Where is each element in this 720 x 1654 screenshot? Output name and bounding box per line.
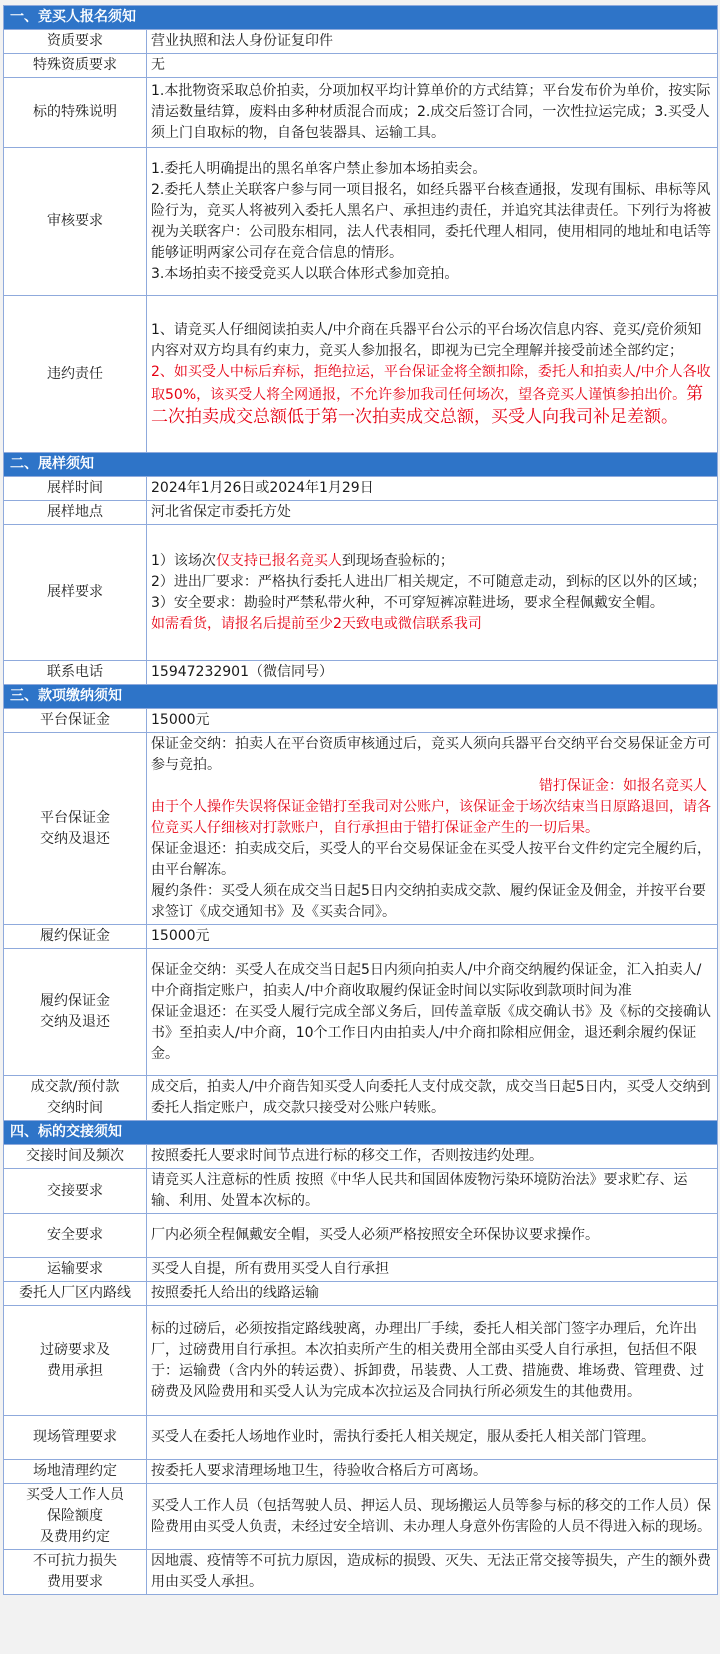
deposit-pay-item-1: 保证金交纳：拍卖人在平台资质审核通过后，竞买人须向兵器平台交纳平台交易保证金方可参与竞拍。 [151,736,711,773]
row-label: 展样地点 [4,501,147,525]
row-handover-requirements [4,1169,718,1214]
row-value: 厂内必须全程佩戴安全帽，买受人必须严格按照安全环保协议要求操作。 [147,1214,718,1258]
row-value: 成交后，拍卖人/中介商告知买受人向委托人支付成交款，成交当日起5日内，买受人交纳到委托人指定账户，成交款只接受对公账户转账。 [147,1076,718,1121]
row-value: 请竞买人注意标的性质 按照《中华人民共和国固体废物污染环境防治法》要求贮存、运输、利用、处置本次标的。 [147,1169,718,1214]
row-value: 标的过磅后，必须按指定路线驶离，办理出厂手续，委托人相关部门签字办理后，允许出厂，过磅费用自行承担。本次拍卖所产生的相关费用全部由买受人自行承担，包括但不限于：运输费（含内外的转运费）、拆卸费，吊装费、人工费、措施费、堆场费、管理费、过磅费及风险费用和买受人认为完成本次拉运及合同执行所必须发生的其他费用。 [147,1306,718,1416]
row-label [4,1484,147,1550]
row-site-management [4,1416,718,1460]
section-header-1 [4,6,718,30]
section-header-4 [4,1121,718,1145]
row-label [4,949,147,1076]
section-title: 一、竞买人报名须知 [4,6,718,30]
label-line-2: 交纳及退还 [40,830,110,847]
row-label: 交接时间及频次 [4,1145,147,1169]
row-value: 买受人工作人员（包括驾驶人员、押运人员、现场搬运人员等参与标的移交的工作人员）保险费用由买受人负责，未经过安全培训、未办理人身意外伤害险的人员不得进入标的现场。 [147,1484,718,1550]
section-title: 四、标的交接须知 [4,1121,718,1145]
row-label: 展样要求 [4,525,147,661]
row-value [147,733,718,925]
row-contact-phone [4,661,718,685]
view-item-2: 2）进出厂要求：严格执行委托人进出厂相关规定，不可随意走动，到标的区以外的区域； [151,573,706,590]
row-value: 按照委托人给出的线路运输 [147,1282,718,1306]
deposit-wrong-transfer [151,776,713,839]
row-value [147,148,718,296]
section-header-2 [4,453,718,477]
row-value: 按照委托人要求时间节点进行标的移交工作，否则按违约处理。 [147,1145,718,1169]
row-value: 2024年1月26日或2024年1月29日 [147,477,718,501]
row-breach-liability [4,296,718,453]
row-performance-deposit [4,925,718,949]
row-label: 交接要求 [4,1169,147,1214]
view-item-3: 3）安全要求：勘验时严禁私带火种，不可穿短裤凉鞋进场，要求全程佩戴安全帽。 [151,594,664,611]
row-value [147,525,718,661]
row-value: 买受人在委托人场地作业时，需执行委托人相关规定，服从委托人相关部门管理。 [147,1416,718,1460]
row-platform-deposit [4,709,718,733]
audit-item-2: 2.委托人禁止关联客户参与同一项目报名，如经兵器平台核查通报，发现有围标、串标等风险行为，竞买人将被列入委托人黑名户、承担违约责任，并追究其法律责任。下列行为将被视为关联客户：公司股东相同，法人代表相同，委托代理人相同，使用相同的地址和电话等能够证明两家公司存在竞合信息的情形。 [151,181,711,261]
label-line-1: 成交款/预付款 [30,1079,120,1095]
row-worker-insurance [4,1484,718,1550]
row-viewing-requirements [4,525,718,661]
deposit-pay-item-3: 保证金退还：拍卖成交后，买受人的平台交易保证金在买受人按平台文件约定完全履约后，由平台解冻。 [151,841,711,878]
section-header-3 [4,685,718,709]
row-label: 委托人厂区内路线 [4,1282,147,1306]
label-line-2: 交纳时间 [47,1100,103,1116]
label-line-1: 履约保证金 [40,993,110,1009]
label-line-2: 费用承担 [47,1362,103,1379]
view-item-1-c: 到现场查验标的； [341,552,454,569]
deposit-wrong-transfer-b: 报名竞买人由于个人操作失误将保证金错打至我司对公账户，该保证金于场次结束当日原路退回，请各位竞买人仔细核对打款账户，自行承担由于错打保证金产生的一切后果。 [151,778,711,836]
row-site-cleanup [4,1460,718,1484]
row-label: 审核要求 [4,148,147,296]
label-line-3: 及费用约定 [40,1529,110,1545]
row-value [147,296,718,453]
row-label: 场地清理约定 [4,1460,147,1484]
row-value: 无 [147,54,718,78]
row-audit-requirements [4,148,718,296]
sheet-footer-gap [0,1628,720,1654]
row-qualification [4,30,718,54]
row-viewing-time [4,477,718,501]
label-line-2: 保险额度 [47,1508,103,1524]
row-handover-time [4,1145,718,1169]
row-value: 买受人自提，所有费用买受人自行承担 [147,1258,718,1282]
row-label: 安全要求 [4,1214,147,1258]
deposit-wrong-transfer-a: 错打保证金：如 [539,778,637,794]
row-transport-requirements [4,1258,718,1282]
contact-phone-value: 15947232901（微信同号） [147,661,718,685]
row-value: 营业执照和法人身份证复印件 [147,30,718,54]
row-value: 按委托人要求清理场地卫生，待验收合格后方可离场。 [147,1460,718,1484]
row-label: 违约责任 [4,296,147,453]
section-title: 三、款项缴纳须知 [4,685,718,709]
row-label: 现场管理要求 [4,1416,147,1460]
section-title: 二、展样须知 [4,453,718,477]
label-line-2: 费用要求 [47,1574,103,1590]
row-value: 15000元 [147,709,718,733]
auction-notice-table [3,5,718,1595]
audit-item-1: 1.委托人明确提出的黑名单客户禁止参加本场拍卖会。 [151,160,487,177]
breach-item-2: 2、如买受人中标后弃标，拒绝拉运，平台保证金将全额扣除，委托人和拍卖人/中介人各收取50%，该买受人将全网通报，不允许参加我司任何场次，望各竞买人谨慎参拍出价。 [151,363,711,403]
breach-item-1: 1、请竞买人仔细阅读拍卖人/中介商在兵器平台公示的平台场次信息内容、竞买/竞价须知内容对双方均具有约束力，竞买人参加报名，即视为已完全理解并接受前述全部约定； [151,321,702,359]
row-factory-route [4,1282,718,1306]
deposit-pay-item-4: 履约条件：买受人须在成交当日起5日内交纳拍卖成交款、履约保证金及佣金，并按平台要求签订《成交通知书》及《买卖合同》。 [151,883,706,920]
view-item-note: 如需看货，请报名后提前至少2天致电或微信联系我司 [151,615,482,632]
row-performance-deposit-payment [4,949,718,1076]
row-special-qualification [4,54,718,78]
view-item-1-a: 1）该场次 [151,552,216,569]
row-value: 河北省保定市委托方处 [147,501,718,525]
row-label [4,733,147,925]
row-label: 展样时间 [4,477,147,501]
breach-item-3: 第二次拍卖成交总额低于第一次拍卖成交总额，买受人向我司补足差额。 [151,383,704,427]
label-line-2: 交纳及退还 [40,1014,110,1030]
view-item-1-highlight: 仅支持已报名竞买人 [215,552,342,569]
row-label: 特殊资质要求 [4,54,147,78]
row-safety-requirements [4,1214,718,1258]
row-value: 1.本批物资采取总价拍卖，分项加权平均计算单价的方式结算；平台发布价为单价，按实际清运数量结算，废料由多种材质混合而成；2.成交后签订合同，一次性拉运完成；3.买受人须上门自取标的物，自备包装器具、运输工具。 [147,78,718,148]
row-label [4,1076,147,1121]
row-value [147,949,718,1076]
row-weighing-and-costs [4,1306,718,1416]
row-label: 联系电话 [4,661,147,685]
row-label: 标的特殊说明 [4,78,147,148]
row-value: 15000元 [147,925,718,949]
row-value: 因地震、疫情等不可抗力原因，造成标的损毁、灭失、无法正常交接等损失，产生的额外费用由买受人承担。 [147,1550,718,1595]
label-line-1: 买受人工作人员 [26,1487,124,1503]
row-label: 资质要求 [4,30,147,54]
perf-pay-item-2: 保证金退还：在买受人履行完成全部义务后，回传盖章版《成交确认书》及《标的交接确认书》至拍卖人/中介商，10个工作日内由拍卖人/中介商扣除相应佣金，退还剩余履约保证金。 [151,1003,711,1062]
row-label: 运输要求 [4,1258,147,1282]
row-platform-deposit-payment [4,733,718,925]
row-label: 平台保证金 [4,709,147,733]
row-label: 履约保证金 [4,925,147,949]
row-viewing-place [4,501,718,525]
label-line-1: 平台保证金 [40,809,110,826]
audit-item-3: 3.本场拍卖不接受竞买人以联合体形式参加竞拍。 [151,265,459,282]
row-special-note [4,78,718,148]
label-line-1: 过磅要求及 [40,1341,110,1358]
perf-pay-item-1: 保证金交纳：买受人在成交当日起5日内须向拍卖人/中介商交纳履约保证金，汇入拍卖人/中介商指定账户，拍卖人/中介商收取履约保证金时间以实际收到款项时间为准 [151,961,702,999]
row-label [4,1306,147,1416]
view-item-1 [151,551,713,572]
label-line-1: 不可抗力损失 [33,1553,117,1569]
row-label [4,1550,147,1595]
row-payment-time [4,1076,718,1121]
row-force-majeure [4,1550,718,1595]
